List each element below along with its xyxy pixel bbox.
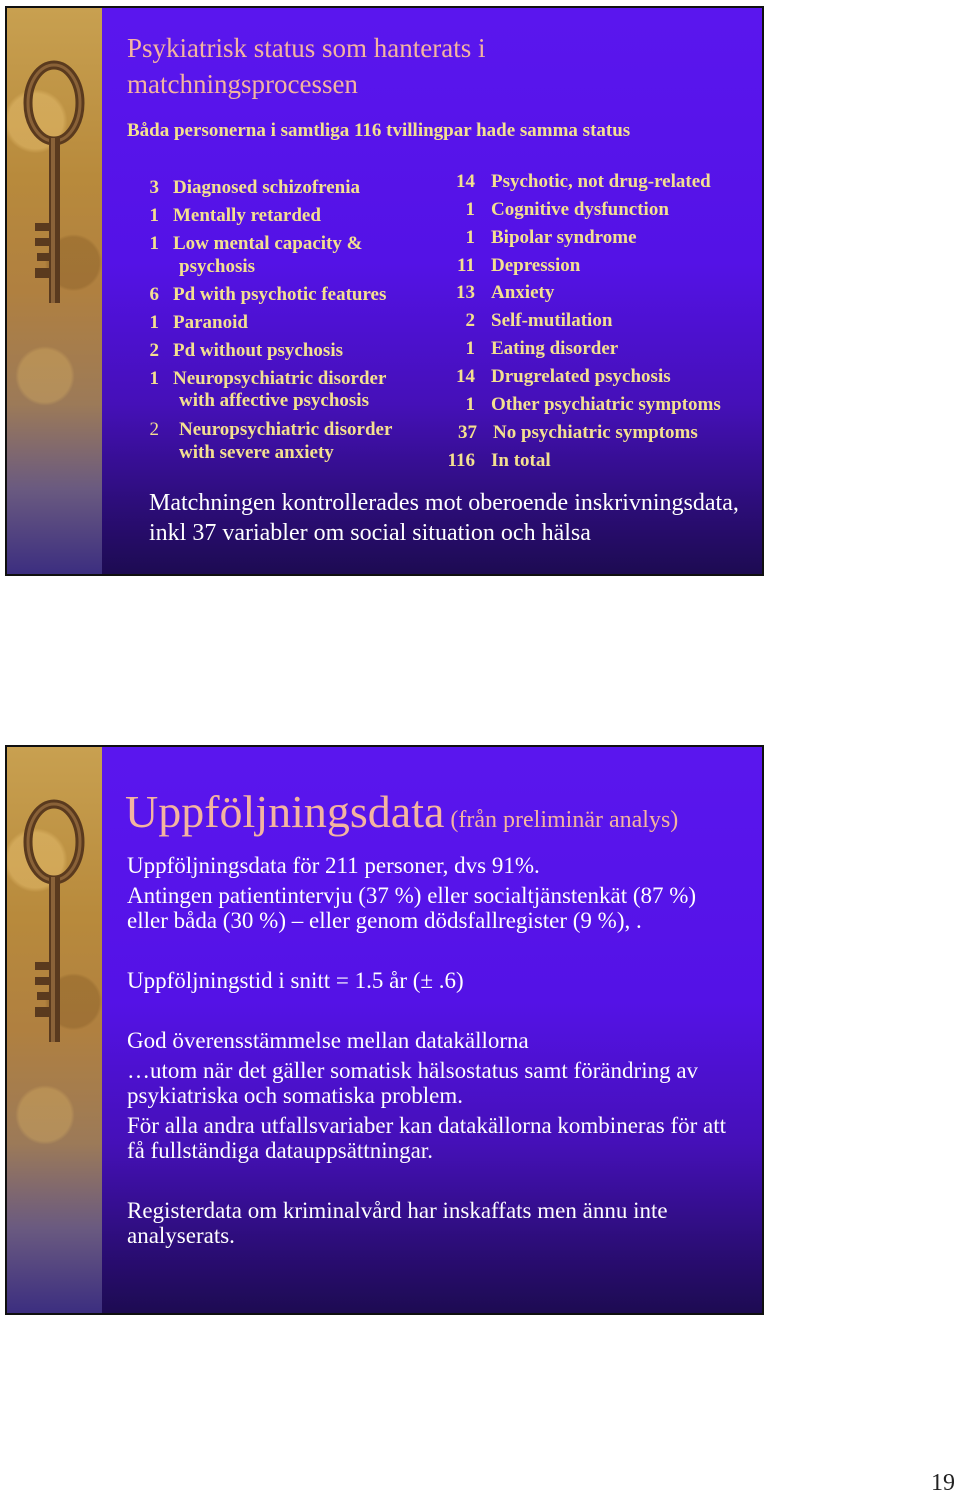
body-line: …utom när det gäller somatisk hälsostatus samt förändring av psykiatriska och somatiska problem. <box>127 1058 699 1108</box>
slide-uppfoljningsdata <box>5 745 764 1315</box>
body-line: För alla andra utfallsvariaber kan datakällorna kombineras för att få fullständiga datauppsättningar. <box>127 1113 727 1163</box>
slide-title <box>125 785 678 838</box>
slide-body <box>127 853 737 1248</box>
body-line: Antingen patientintervju (37 %) eller socialtjänstenkät (87 %) eller båda (30 %) – eller genom dödsfallregister (9 %), . <box>127 883 697 933</box>
right-symptom-list: 14 Psychotic, not drug-related 1 Cognitive dysfunction 1 Bipolar syndrome 11 Depression 13 Anxiety 2 Self-mutilation 1 Eating disorder 14 Drugrelated psychosis 1 Other psychiatric symptoms 37 No psychiatric symptoms 116 In total <box>447 171 721 471</box>
matching-text: Matchningen kontrollerades mot oberoende inskrivningsdata, inkl 37 variabler om social situation och hälsa <box>149 490 739 546</box>
title-main: Uppföljningsdata <box>125 786 445 837</box>
left-diagnosis-list: 3 Diagnosed schizofrenia 1 Mentally retarded 1 Low mental capacity & psychosis 6 Pd with psychotic features 1 Paranoid 2 Pd without psychosis 1 Neuropsychiatric disorder with affective psychosis 2 Neuropsychiatric disorder with severe anxiety <box>149 177 393 463</box>
slide-title: Psykiatrisk status som hanterats i matchningsprocessen <box>127 33 486 99</box>
body-line: Registerdata om kriminalvård har inskaffats men ännu inte analyserats. <box>127 1198 668 1248</box>
body-line: God överensstämmelse mellan datakällorna <box>127 1028 529 1053</box>
page-number: 19 <box>931 1470 955 1496</box>
body-line: Uppföljningstid i snitt = 1.5 år (± .6) <box>127 968 464 993</box>
slide-psykiatrisk-status <box>5 6 764 576</box>
body-line: Uppföljningsdata för 211 personer, dvs 91%. <box>127 853 540 878</box>
slide-subtitle: Båda personerna i samtliga 116 tvillingpar hade samma status <box>127 120 631 141</box>
key-icon <box>19 797 89 1057</box>
key-icon <box>19 58 89 318</box>
title-note: (från preliminär analys) <box>450 807 679 833</box>
